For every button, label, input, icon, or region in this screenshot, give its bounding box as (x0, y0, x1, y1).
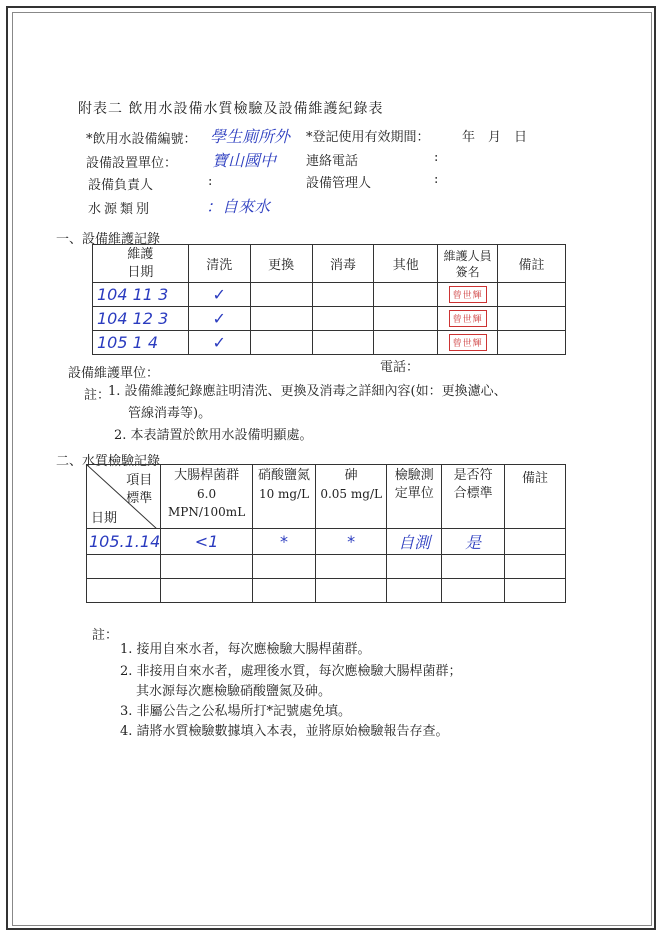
row-disinfect (312, 283, 374, 307)
water-row-arsenic: * (316, 529, 387, 555)
header-conform-l1: 是否符 (453, 468, 493, 483)
row-replace (250, 307, 312, 331)
device-unit-value: 寶山國中 (212, 151, 277, 170)
device-unit-label: 設備設置單位： (86, 156, 178, 171)
row-clean-check: ✓ (188, 307, 250, 331)
reg-period-value: 年 月 日 (462, 130, 528, 145)
device-owner-value: : (208, 174, 213, 189)
table-row (87, 555, 566, 579)
maintenance-header-row (93, 245, 566, 283)
header-arsenic-name: 砷 (344, 468, 358, 483)
table-row (93, 283, 566, 307)
row-replace (250, 331, 312, 355)
table-row (93, 307, 566, 331)
document-title: 附表二 飲用水設備水質檢驗及設備維護紀錄表 (78, 101, 384, 117)
table-row (87, 529, 566, 555)
water-test-table (86, 464, 566, 603)
row-signature (438, 307, 498, 331)
header-replace: 更換 (250, 245, 312, 283)
header-coliform-std: 6.0 MPN/100mL (168, 487, 246, 519)
row-clean-check: ✓ (188, 283, 250, 307)
row-clean-check: ✓ (188, 331, 250, 355)
row-other (374, 307, 438, 331)
water-source-value: ：自來水 (206, 197, 271, 216)
section1-note-1: 1. 設備維護紀錄應註明清洗、更換及消毒之詳細內容(如：更換濾心、 (108, 384, 507, 399)
reg-period-label: *登記使用有效期間： (306, 130, 430, 145)
water-row-note (505, 529, 566, 555)
header-coliform-name: 大腸桿菌群 (174, 468, 240, 483)
section2-note-1: 1. 接用自來水者，每次應檢驗大腸桿菌群。 (120, 642, 371, 657)
header-lab (387, 465, 442, 529)
maintenance-unit-label: 設備維護單位： (68, 366, 160, 381)
water-row-lab: 自測 (387, 529, 442, 555)
row-date: 104 12 3 (93, 307, 189, 331)
water-source-label: 水源類別 (88, 202, 153, 217)
row-note (498, 307, 566, 331)
row-note (498, 283, 566, 307)
corner-std-label: 標準 (126, 491, 153, 506)
phone-label: 連絡電話 (306, 154, 359, 169)
corner-item-label: 項目 (126, 473, 153, 488)
header-nitrate (252, 465, 315, 529)
water-row-nitrate: * (252, 529, 315, 555)
header-date: 維護 日期 (93, 245, 189, 283)
water-row-conform: 是 (442, 529, 505, 555)
device-no-value: 學生廁所外 (210, 127, 291, 146)
row-other (374, 283, 438, 307)
row-disinfect (312, 307, 374, 331)
section1-note-1-cont: 管線消毒等)。 (128, 406, 212, 421)
header-arsenic (316, 465, 387, 529)
header-clean: 清洗 (188, 245, 250, 283)
section2-note-3: 3. 非屬公告之公私場所打*記號處免填。 (120, 704, 352, 719)
device-no-label: *飲用水設備編號： (86, 132, 197, 147)
header-arsenic-std: 0.05 mg/L (320, 487, 382, 501)
row-signature (438, 283, 498, 307)
header-conform-l2: 合標準 (453, 486, 493, 501)
row-other (374, 331, 438, 355)
header-nitrate-std: 10 mg/L (258, 487, 310, 501)
corner-date-label: 日期 (91, 511, 118, 526)
signature-seal: 曾世輝 (449, 334, 487, 351)
manager-value: : (434, 172, 439, 187)
device-owner-label: 設備負責人 (88, 178, 154, 193)
header-lab-l1: 檢驗測 (394, 468, 434, 483)
row-date: 104 11 3 (93, 283, 189, 307)
row-replace (250, 283, 312, 307)
row-note (498, 331, 566, 355)
header-coliform (161, 465, 253, 529)
section2-note-2-cont: 其水源每次應檢驗硝酸鹽氮及砷。 (136, 684, 332, 699)
signature-seal: 曾世輝 (449, 310, 487, 327)
maintenance-phone-label: 電話： (380, 360, 420, 375)
section1-note-2: 2. 本表請置於飲用水設備明顯處。 (114, 428, 313, 443)
header-conform (442, 465, 505, 529)
water-row-coliform: <1 (161, 529, 253, 555)
header-other: 其他 (374, 245, 438, 283)
header-note: 備註 (498, 245, 566, 283)
header-corner (87, 465, 161, 529)
water-row-date: 105.1.14 (87, 529, 161, 555)
phone-value: : (434, 150, 439, 165)
header-water-note (505, 465, 566, 529)
header-nitrate-name: 硝酸鹽氮 (258, 468, 311, 483)
maintenance-table (92, 244, 566, 355)
section2-notes-label: 註： (92, 628, 119, 643)
header-signature: 維護人員簽名 (438, 245, 498, 283)
row-signature (438, 331, 498, 355)
manager-label: 設備管理人 (306, 176, 372, 191)
row-disinfect (312, 331, 374, 355)
header-lab-l2: 定單位 (394, 486, 434, 501)
section1-title: 一、設備維護記錄 (56, 232, 161, 247)
section2-note-4: 4. 請將水質檢驗數據填入本表，並將原始檢驗報告存查。 (120, 724, 449, 739)
section2-title: 二、水質檢驗記錄 (56, 454, 161, 469)
section2-note-2: 2. 非接用自來水者，處理後水質，每次應檢驗大腸桿菌群； (120, 664, 462, 679)
table-row (87, 579, 566, 603)
signature-seal: 曾世輝 (449, 286, 487, 303)
row-date: 105 1 4 (93, 331, 189, 355)
section1-notes-label: 註： (84, 388, 111, 403)
header-disinfect: 消毒 (312, 245, 374, 283)
table-row (93, 331, 566, 355)
header-water-note-l1: 備註 (522, 471, 549, 486)
water-header-row (87, 465, 566, 529)
